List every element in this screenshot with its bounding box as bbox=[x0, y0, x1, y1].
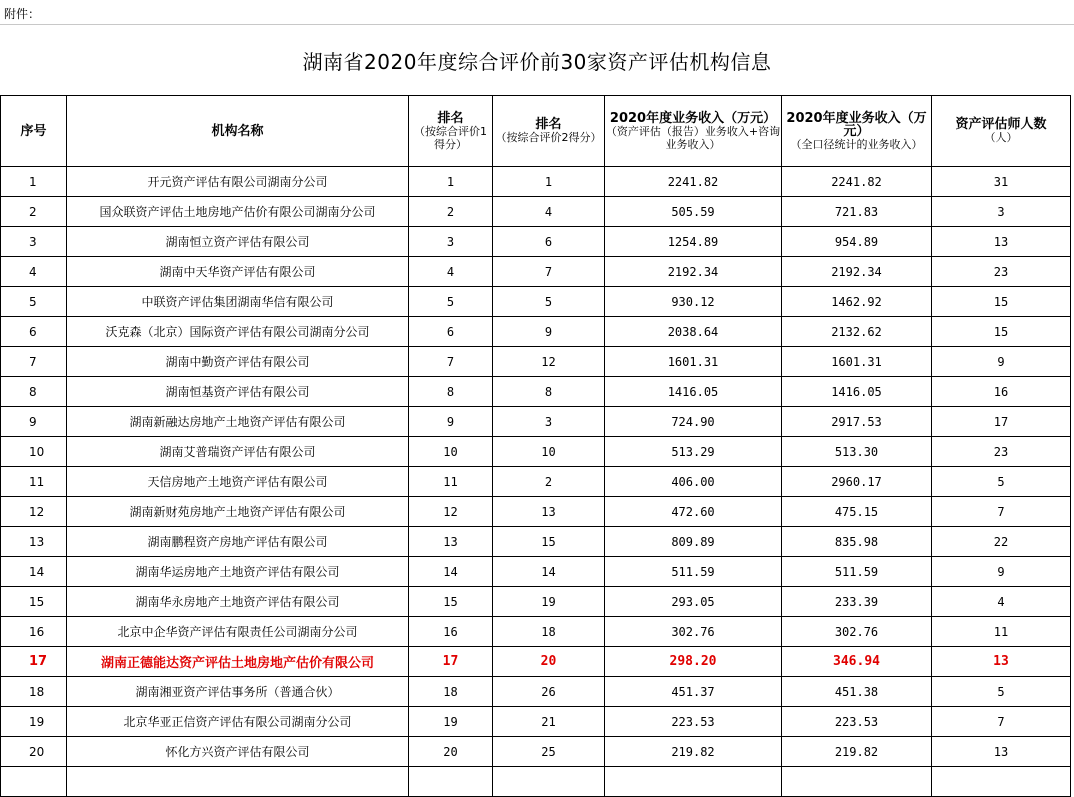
cell-rank2: 8 bbox=[493, 377, 605, 407]
cell-seq: 1 bbox=[1, 167, 67, 197]
cell-revenue-2: 223.53 bbox=[782, 707, 932, 737]
cell-rank1: 15 bbox=[409, 587, 493, 617]
cell-seq: 10 bbox=[1, 437, 67, 467]
institutions-table bbox=[0, 95, 1071, 797]
cell-revenue-2: 2192.34 bbox=[782, 257, 932, 287]
cell-seq: 12 bbox=[1, 497, 67, 527]
cell-revenue-1: 302.76 bbox=[605, 617, 782, 647]
cell-rank2: 13 bbox=[493, 497, 605, 527]
cell-rank2: 6 bbox=[493, 227, 605, 257]
cell-appraisers: 17 bbox=[932, 407, 1071, 437]
cell-rank1: 16 bbox=[409, 617, 493, 647]
cell-appraisers: 23 bbox=[932, 437, 1071, 467]
table-row bbox=[1, 407, 1071, 437]
cell-appraisers: 9 bbox=[932, 347, 1071, 377]
cell-name: 湖南新融达房地产土地资产评估有限公司 bbox=[67, 407, 409, 437]
header-revenue-2: 2020年度业务收入（万元） （全口径统计的业务收入） bbox=[782, 96, 932, 167]
cell-appraisers: 31 bbox=[932, 167, 1071, 197]
table-row bbox=[1, 527, 1071, 557]
cell-seq: 4 bbox=[1, 257, 67, 287]
cell-appraisers bbox=[932, 767, 1071, 797]
cell-rank1: 2 bbox=[409, 197, 493, 227]
cell-name: 湖南中勤资产评估有限公司 bbox=[67, 347, 409, 377]
cell-appraisers: 9 bbox=[932, 557, 1071, 587]
cell-seq: 19 bbox=[1, 707, 67, 737]
cell-appraisers: 16 bbox=[932, 377, 1071, 407]
cell-revenue-2: 233.39 bbox=[782, 587, 932, 617]
cell-appraisers: 7 bbox=[932, 707, 1071, 737]
table-body bbox=[1, 167, 1071, 797]
cell-name: 怀化方兴资产评估有限公司 bbox=[67, 737, 409, 767]
cell-rank2: 2 bbox=[493, 467, 605, 497]
cell-rank2: 14 bbox=[493, 557, 605, 587]
cell-appraisers: 13 bbox=[932, 227, 1071, 257]
cell-revenue-2: 1462.92 bbox=[782, 287, 932, 317]
cell-seq: 3 bbox=[1, 227, 67, 257]
cell-revenue-1: 505.59 bbox=[605, 197, 782, 227]
cell-rank1 bbox=[409, 767, 493, 797]
header-row bbox=[1, 96, 1071, 167]
cell-revenue-1: 513.29 bbox=[605, 437, 782, 467]
cell-revenue-1: 2192.34 bbox=[605, 257, 782, 287]
cell-name: 中联资产评估集团湖南华信有限公司 bbox=[67, 287, 409, 317]
table-row bbox=[1, 677, 1071, 707]
table-row bbox=[1, 467, 1071, 497]
cell-name: 天信房地产土地资产评估有限公司 bbox=[67, 467, 409, 497]
cell-name: 北京中企华资产评估有限责任公司湖南分公司 bbox=[67, 617, 409, 647]
cell-appraisers: 13 bbox=[932, 737, 1071, 767]
cell-name: 湖南恒立资产评估有限公司 bbox=[67, 227, 409, 257]
cell-name bbox=[67, 767, 409, 797]
table-row bbox=[1, 617, 1071, 647]
table-row bbox=[1, 287, 1071, 317]
cell-rank1: 5 bbox=[409, 287, 493, 317]
table-row bbox=[1, 377, 1071, 407]
cell-revenue-2: 219.82 bbox=[782, 737, 932, 767]
cell-rank1: 6 bbox=[409, 317, 493, 347]
cell-rank2: 25 bbox=[493, 737, 605, 767]
cell-rank2: 3 bbox=[493, 407, 605, 437]
cell-revenue-1: 930.12 bbox=[605, 287, 782, 317]
cell-name: 湖南恒基资产评估有限公司 bbox=[67, 377, 409, 407]
cell-appraisers: 15 bbox=[932, 317, 1071, 347]
cell-appraisers: 13 bbox=[932, 647, 1071, 677]
cell-name: 湖南正德能达资产评估土地房地产估价有限公司 bbox=[67, 647, 409, 677]
cell-name: 湖南鹏程资产房地产评估有限公司 bbox=[67, 527, 409, 557]
table-row bbox=[1, 587, 1071, 617]
cell-rank1: 11 bbox=[409, 467, 493, 497]
cell-name: 北京华亚正信资产评估有限公司湖南分公司 bbox=[67, 707, 409, 737]
cell-appraisers: 11 bbox=[932, 617, 1071, 647]
cell-revenue-2: 475.15 bbox=[782, 497, 932, 527]
cell-revenue-2: 2132.62 bbox=[782, 317, 932, 347]
cell-appraisers: 7 bbox=[932, 497, 1071, 527]
cell-revenue-1: 293.05 bbox=[605, 587, 782, 617]
cell-rank1: 3 bbox=[409, 227, 493, 257]
cell-rank2: 7 bbox=[493, 257, 605, 287]
cell-appraisers: 15 bbox=[932, 287, 1071, 317]
cell-seq: 2 bbox=[1, 197, 67, 227]
cell-name: 湖南湘亚资产评估事务所（普通合伙） bbox=[67, 677, 409, 707]
cell-revenue-2: 511.59 bbox=[782, 557, 932, 587]
cell-revenue-1: 511.59 bbox=[605, 557, 782, 587]
table-row bbox=[1, 347, 1071, 377]
cell-seq: 18 bbox=[1, 677, 67, 707]
cell-rank2: 20 bbox=[493, 647, 605, 677]
header-appraisers: 资产评估师人数 （人） bbox=[932, 96, 1071, 167]
cell-rank1: 10 bbox=[409, 437, 493, 467]
cell-rank2: 19 bbox=[493, 587, 605, 617]
table-row bbox=[1, 227, 1071, 257]
cell-name: 湖南艾普瑞资产评估有限公司 bbox=[67, 437, 409, 467]
cell-seq: 6 bbox=[1, 317, 67, 347]
cell-rank1: 7 bbox=[409, 347, 493, 377]
cell-revenue-1: 2241.82 bbox=[605, 167, 782, 197]
header-seq: 序号 bbox=[1, 96, 67, 167]
cell-rank1: 12 bbox=[409, 497, 493, 527]
cell-rank1: 1 bbox=[409, 167, 493, 197]
cell-revenue-2: 2917.53 bbox=[782, 407, 932, 437]
cell-revenue-1: 472.60 bbox=[605, 497, 782, 527]
cell-rank2: 9 bbox=[493, 317, 605, 347]
cell-revenue-1: 406.00 bbox=[605, 467, 782, 497]
cell-revenue-2: 346.94 bbox=[782, 647, 932, 677]
table-row bbox=[1, 557, 1071, 587]
cell-seq: 16 bbox=[1, 617, 67, 647]
cell-appraisers: 23 bbox=[932, 257, 1071, 287]
cell-seq: 17 bbox=[1, 647, 67, 677]
cell-seq: 11 bbox=[1, 467, 67, 497]
cell-revenue-1 bbox=[605, 767, 782, 797]
page-title: 湖南省2020年度综合评价前30家资产评估机构信息 bbox=[302, 50, 772, 74]
cell-revenue-1: 298.20 bbox=[605, 647, 782, 677]
cell-rank1: 8 bbox=[409, 377, 493, 407]
cell-revenue-1: 223.53 bbox=[605, 707, 782, 737]
cell-rank2: 1 bbox=[493, 167, 605, 197]
cell-revenue-2: 1601.31 bbox=[782, 347, 932, 377]
cell-revenue-1: 1416.05 bbox=[605, 377, 782, 407]
cell-rank1: 19 bbox=[409, 707, 493, 737]
cell-seq: 7 bbox=[1, 347, 67, 377]
table-row bbox=[1, 197, 1071, 227]
cell-rank2: 12 bbox=[493, 347, 605, 377]
cell-revenue-1: 1254.89 bbox=[605, 227, 782, 257]
cell-rank1: 13 bbox=[409, 527, 493, 557]
cell-rank2: 15 bbox=[493, 527, 605, 557]
table-row bbox=[1, 497, 1071, 527]
table-row bbox=[1, 707, 1071, 737]
cell-rank1: 18 bbox=[409, 677, 493, 707]
cell-revenue-1: 451.37 bbox=[605, 677, 782, 707]
cell-revenue-2: 451.38 bbox=[782, 677, 932, 707]
cell-rank2: 4 bbox=[493, 197, 605, 227]
cell-name: 开元资产评估有限公司湖南分公司 bbox=[67, 167, 409, 197]
cell-rank2: 5 bbox=[493, 287, 605, 317]
cell-revenue-1: 809.89 bbox=[605, 527, 782, 557]
header-revenue-1: 2020年度业务收入（万元） （资产评估（报告）业务收入+咨询业务收入） bbox=[605, 96, 782, 167]
cell-rank1: 9 bbox=[409, 407, 493, 437]
cell-name: 湖南华永房地产土地资产评估有限公司 bbox=[67, 587, 409, 617]
cell-name: 湖南新财苑房地产土地资产评估有限公司 bbox=[67, 497, 409, 527]
cell-revenue-1: 219.82 bbox=[605, 737, 782, 767]
header-name: 机构名称 bbox=[67, 96, 409, 167]
cell-revenue-2: 2241.82 bbox=[782, 167, 932, 197]
cell-rank1: 17 bbox=[409, 647, 493, 677]
cell-rank2: 21 bbox=[493, 707, 605, 737]
cell-revenue-2: 2960.17 bbox=[782, 467, 932, 497]
cell-revenue-2: 721.83 bbox=[782, 197, 932, 227]
table-row bbox=[1, 167, 1071, 197]
cell-rank2: 18 bbox=[493, 617, 605, 647]
table-row bbox=[1, 737, 1071, 767]
cell-revenue-2: 1416.05 bbox=[782, 377, 932, 407]
cell-seq: 14 bbox=[1, 557, 67, 587]
table-row bbox=[1, 647, 1071, 677]
cell-seq: 5 bbox=[1, 287, 67, 317]
header-rank1: 排名 （按综合评价1得分） bbox=[409, 96, 493, 167]
table-row bbox=[1, 437, 1071, 467]
cell-seq: 9 bbox=[1, 407, 67, 437]
cell-rank1: 4 bbox=[409, 257, 493, 287]
cell-revenue-2 bbox=[782, 767, 932, 797]
cell-rank1: 14 bbox=[409, 557, 493, 587]
cell-seq: 8 bbox=[1, 377, 67, 407]
table-row bbox=[1, 257, 1071, 287]
cell-name: 国众联资产评估土地房地产估价有限公司湖南分公司 bbox=[67, 197, 409, 227]
cell-revenue-1: 2038.64 bbox=[605, 317, 782, 347]
cell-name: 湖南华运房地产土地资产评估有限公司 bbox=[67, 557, 409, 587]
cell-revenue-2: 513.30 bbox=[782, 437, 932, 467]
cell-revenue-2: 954.89 bbox=[782, 227, 932, 257]
cell-appraisers: 5 bbox=[932, 677, 1071, 707]
attachment-label: 附件： bbox=[4, 7, 41, 21]
cell-appraisers: 3 bbox=[932, 197, 1071, 227]
cell-name: 湖南中天华资产评估有限公司 bbox=[67, 257, 409, 287]
cell-revenue-1: 1601.31 bbox=[605, 347, 782, 377]
header-rank2: 排名 （按综合评价2得分） bbox=[493, 96, 605, 167]
cell-rank2: 26 bbox=[493, 677, 605, 707]
cell-seq: 13 bbox=[1, 527, 67, 557]
cell-seq: 15 bbox=[1, 587, 67, 617]
cell-appraisers: 22 bbox=[932, 527, 1071, 557]
cell-name: 沃克森（北京）国际资产评估有限公司湖南分公司 bbox=[67, 317, 409, 347]
cell-revenue-2: 302.76 bbox=[782, 617, 932, 647]
cell-rank2 bbox=[493, 767, 605, 797]
cell-rank2: 10 bbox=[493, 437, 605, 467]
cell-seq: 20 bbox=[1, 737, 67, 767]
cell-revenue-1: 724.90 bbox=[605, 407, 782, 437]
cell-revenue-2: 835.98 bbox=[782, 527, 932, 557]
table-row bbox=[1, 767, 1071, 797]
cell-appraisers: 4 bbox=[932, 587, 1071, 617]
cell-appraisers: 5 bbox=[932, 467, 1071, 497]
cell-seq bbox=[1, 767, 67, 797]
cell-rank1: 20 bbox=[409, 737, 493, 767]
header-divider bbox=[0, 24, 1074, 25]
table-row bbox=[1, 317, 1071, 347]
